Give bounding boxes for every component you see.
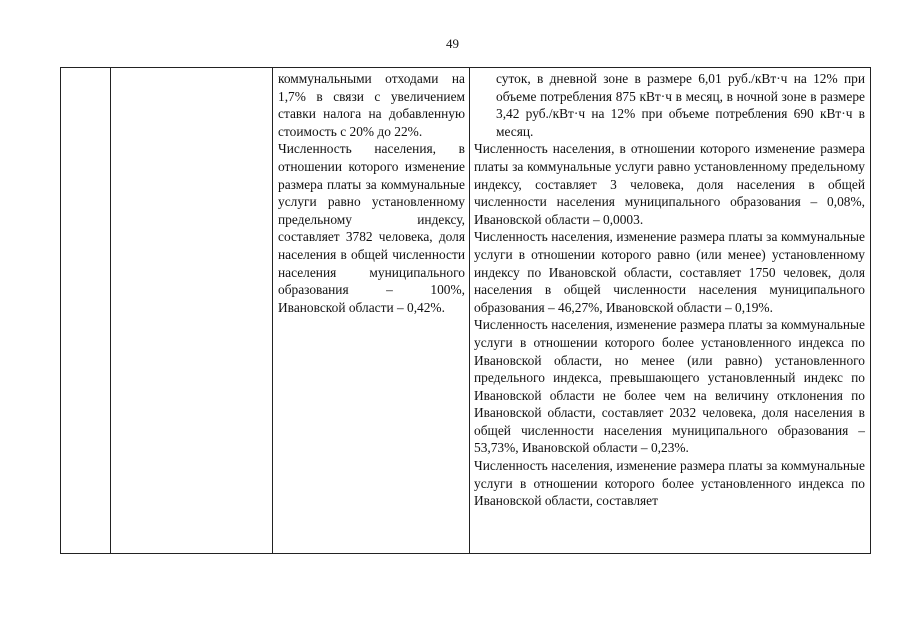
reason-paragraph: Численность населения, в отношении которого изменение размера платы за коммунальные услуги равно установленному предельному индексу, составляет 3782 человека, доля населения в общей численности населения муниципального образования – 100%, Ивановской области – 0,42%.: [278, 141, 465, 315]
table-cell-reason: [273, 68, 470, 554]
table-cell-municipality: [111, 68, 273, 554]
population-paragraph: суток, в дневной зоне в размере 6,01 руб./кВт·ч на 12% при объеме потребления 875 кВт·ч в месяц, в ночной зоне в размере 3,42 руб./кВт·ч на 12% при объеме потребления 690 кВт·ч в месяц.: [496, 71, 865, 139]
reason-text: [273, 68, 469, 316]
table-cell-number: [61, 68, 111, 554]
population-paragraph: Численность населения, в отношении которого изменение размера платы за коммунальные услуги равно установленному предельному индексу, составляет 3 человека, доля населения в общей численности населения муниципального образования – 0,08%, Ивановской области – 0,0003.: [474, 141, 865, 227]
population-paragraph: Численность населения, изменение размера платы за коммунальные услуги в отношении которого более установленного индекса по Ивановской области, составляет: [474, 458, 865, 509]
table-row: [61, 68, 871, 554]
population-text: [470, 68, 870, 510]
table-cell-population: [470, 68, 871, 554]
population-paragraph: Численность населения, изменение размера платы за коммунальные услуги в отношении которого равно (или менее) установленному индексу по Ивановской области, составляет 1750 человек, доля населения в общей численности населения муниципального образования – 46,27%, Ивановской области – 0,19%.: [474, 229, 865, 315]
page-number: 49: [446, 36, 459, 51]
document-table: [60, 67, 871, 554]
reason-paragraph: коммунальными отходами на 1,7% в связи с увеличением ставки налога на добавленную стоимость с 20% до 22%.: [278, 71, 465, 139]
population-paragraph: Численность населения, изменение размера платы за коммунальные услуги в отношении которого более установленного индекса по Ивановской области, но менее (или равно) установленного предельного индекса, превышающего установленный индекс по Ивановской области не более чем на величину отклонения по Ивановской области, составляет 2032 человека, доля населения в общей численности населения муниципального образования – 53,73%, Ивановской области – 0,23%.: [474, 317, 865, 456]
